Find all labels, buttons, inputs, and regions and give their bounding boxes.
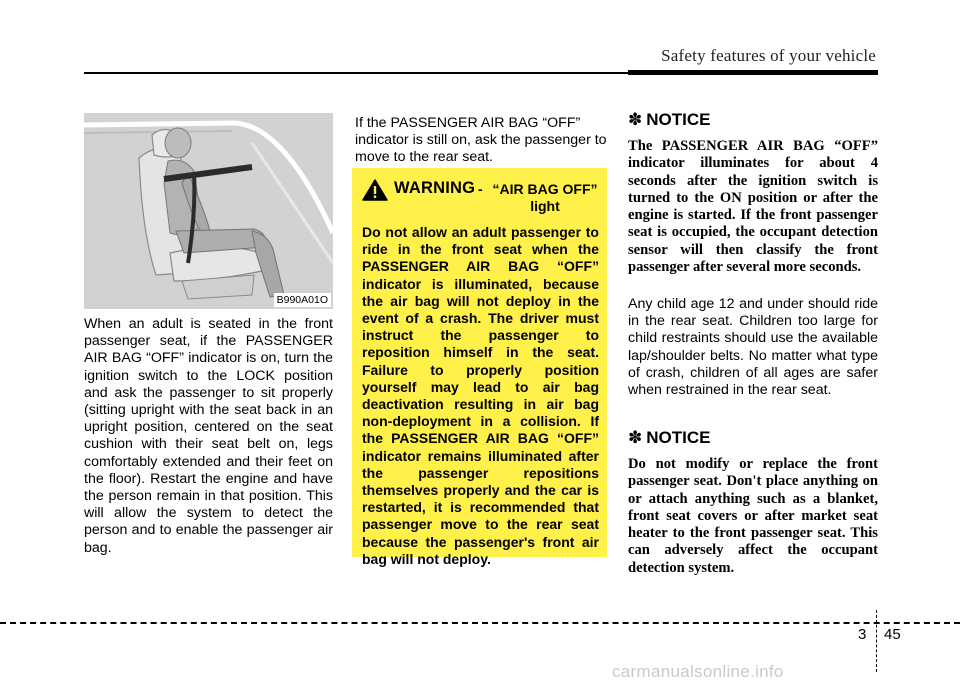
rear-seat-paragraph: If the PASSENGER AIR BAG “OFF” indicator is still on, ask the passenger to move to the rear seat. xyxy=(355,115,607,166)
warning-body: Do not allow an adult passenger to ride in the front seat when the PASSENGER AIR BAG “OFF” indicator is illuminated, because the air bag will not deploy in the event of a crash. The driver must instruct the passenger to reposition himself in the seat. Failure to properly position yourself may lead to air bag deactivation resulting in air bag non-deployment in a collision. If the PASSENGER AIR BAG “OFF” indicator remains illuminated after the passenger repositions themselves properly and the car is restarted, it is recommended that passenger move to the rear seat because the passenger's front air bag will not deploy. xyxy=(362,224,599,567)
notice-1-text: The PASSENGER AIR BAG “OFF” indicator illuminates for about 4 seconds after the ignition switch is turned to the ON position or after the engine is started. If the front passenger seat is occupied, the occupant detection sensor will then classify the front passenger after several more seconds. xyxy=(628,138,878,276)
header-rule-accent xyxy=(628,70,878,75)
warning-dash: - xyxy=(478,181,483,197)
notice-1 xyxy=(628,110,878,276)
seat-occupant-drawing xyxy=(84,113,333,309)
notice-2 xyxy=(628,428,878,577)
warning-subtitle: “AIR BAG OFF” light xyxy=(492,181,598,214)
warning-label: WARNING xyxy=(394,179,476,197)
notice-1-title: NOTICE xyxy=(646,110,711,129)
seated-adult-illustration xyxy=(84,113,333,309)
warning-box xyxy=(352,168,607,567)
notice-1-asterisk-icon: ✽ xyxy=(628,110,643,129)
notice-2-text: Do not modify or replace the front passenger seat. Don't place anything on or attach anything such as a blanket, front seat covers or after market seat heater to the front passenger seat. This can adversely affect the occupant detection system. xyxy=(628,456,878,576)
notice-2-title: NOTICE xyxy=(646,428,711,447)
chapter-number: 3 xyxy=(858,626,867,643)
section-title: Safety features of your vehicle xyxy=(661,46,876,65)
page-number-separator xyxy=(876,610,878,672)
child-seating-paragraph: Any child age 12 and under should ride in the rear seat. Children too large for child restraints should use the available lap/shoulder belts. No matter what type of crash, children of all ages are safer when restrained in the rear seat. xyxy=(628,296,878,399)
notice-1-heading xyxy=(628,110,878,130)
figure-code: B990A01O xyxy=(274,293,331,307)
notice-2-asterisk-icon: ✽ xyxy=(628,428,643,447)
warning-header xyxy=(362,176,599,220)
adult-seated-paragraph: When an adult is seated in the front passenger seat, if the PASSENGER AIR BAG “OFF” indicator is on, turn the ignition switch to the LOCK position and ask the passenger to sit properly (sitting upright with the seat back in an upright position, centered on the seat cushion with their seat belt on, legs comfortably extended and their feet on the floor). Restart the engine and have the person remain in that position. This will allow the system to detect the person and to enable the passenger air bag. xyxy=(84,316,333,556)
notice-2-heading xyxy=(628,428,878,448)
page-number: 45 xyxy=(884,626,901,643)
watermark: carmanualsonline.info xyxy=(612,662,784,681)
warning-triangle-icon xyxy=(362,179,388,201)
footer-rule xyxy=(0,622,960,624)
